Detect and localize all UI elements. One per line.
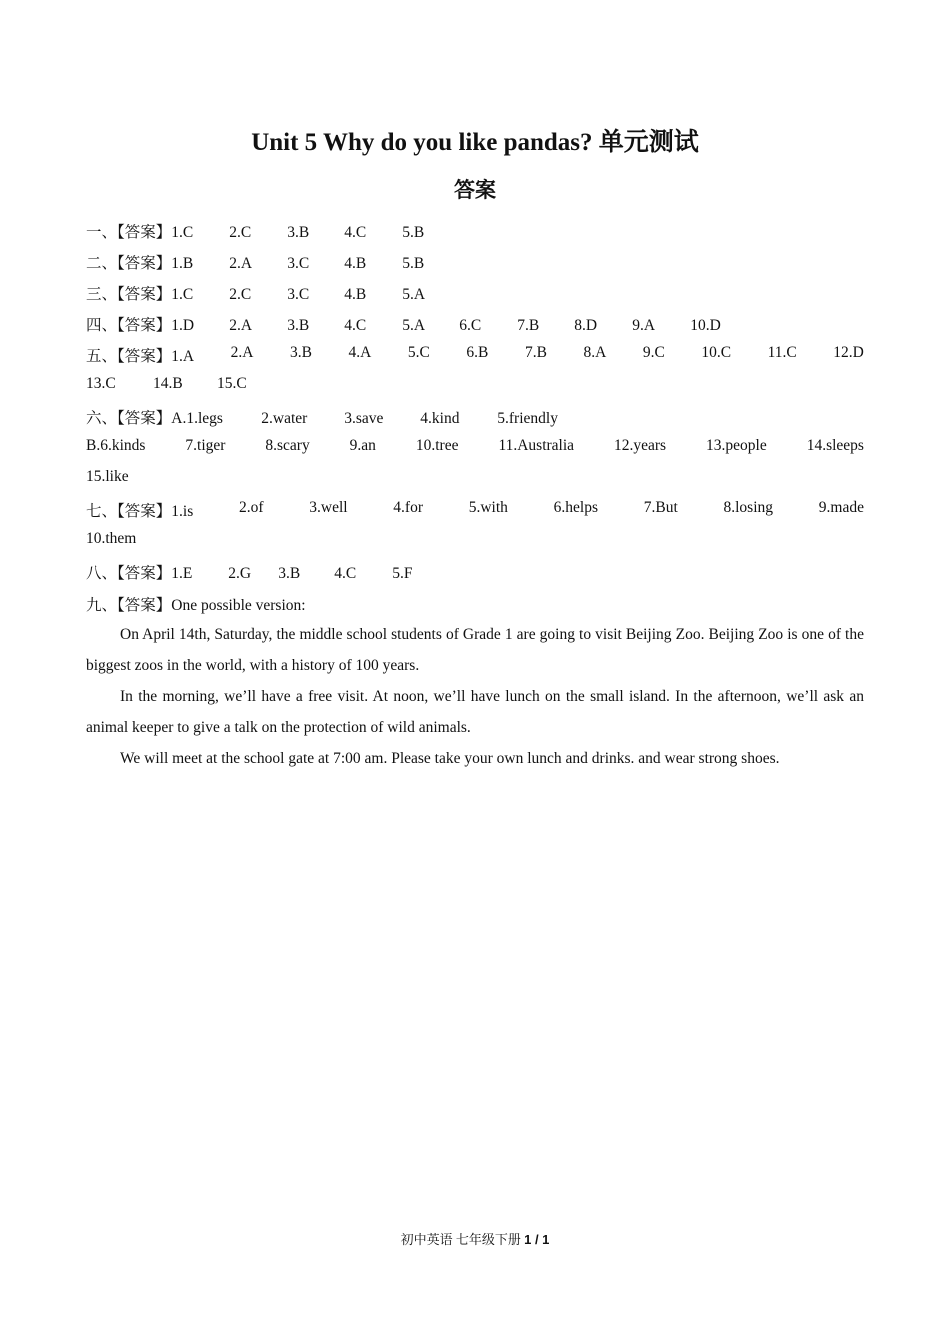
answer: 11.C bbox=[767, 344, 797, 361]
answer: 2.A bbox=[229, 317, 253, 334]
answer: A.1.legs bbox=[171, 410, 223, 427]
answer-section-9 bbox=[86, 593, 864, 615]
answer-section-5-continued bbox=[86, 375, 864, 393]
answer: 2.A bbox=[229, 255, 253, 272]
section-label: 三、【答案】 bbox=[86, 286, 172, 303]
answer-section-6-line3 bbox=[86, 468, 864, 486]
answer: 5.F bbox=[392, 565, 413, 582]
answer-section-1 bbox=[86, 220, 864, 242]
answer: B.6.kinds bbox=[86, 437, 146, 454]
answer: 8.scary bbox=[265, 437, 310, 454]
answer: 4.C bbox=[344, 317, 367, 334]
answer: 5.B bbox=[402, 224, 425, 241]
answer: 1.C bbox=[171, 224, 194, 241]
answer: 7.B bbox=[517, 317, 540, 334]
answer: 1.C bbox=[171, 286, 194, 303]
answer: 5.C bbox=[407, 344, 430, 361]
essay-paragraph-2: In the morning, we’ll have a free visit. At noon, we’ll have lunch on the small island. In the afternoon, we’ll ask an animal keeper to give a talk on the protection of wild animals. bbox=[86, 688, 864, 736]
answer: 14.sleeps bbox=[806, 437, 864, 454]
answer: 15.C bbox=[217, 375, 247, 392]
answer: 3.B bbox=[278, 565, 301, 582]
answer: 7.But bbox=[643, 499, 678, 516]
section-label: 六、【答案】 bbox=[86, 410, 172, 427]
answer: 3.C bbox=[287, 255, 310, 272]
essay-paragraph-3: We will meet at the school gate at 7:00 am. Please take your own lunch and drinks. and wear strong shoes. bbox=[120, 750, 780, 767]
answer: 10.D bbox=[690, 317, 721, 334]
answer-section-5 bbox=[86, 344, 864, 366]
answer: 3.B bbox=[287, 224, 310, 241]
answer: 1.is bbox=[171, 503, 194, 520]
answer: 4.for bbox=[393, 499, 423, 516]
answer: 3.well bbox=[309, 499, 348, 516]
essay-paragraph-1: On April 14th, Saturday, the middle school students of Grade 1 are going to visit Beijing Zoo. Beijing Zoo is one of the biggest zoos in the world, with a history of 100 years. bbox=[86, 626, 864, 674]
answer: 2.water bbox=[261, 410, 308, 427]
answer-section-6-line2 bbox=[86, 437, 864, 455]
answer: 5.with bbox=[468, 499, 508, 516]
answer: 1.A bbox=[171, 348, 195, 365]
answer: 4.kind bbox=[420, 410, 460, 427]
answer: 7.tiger bbox=[185, 437, 226, 454]
answer: 13.C bbox=[86, 375, 116, 392]
answer: 2.C bbox=[229, 286, 252, 303]
footer-text: 初中英语 七年级下册 bbox=[400, 1232, 521, 1247]
answer: 2.A bbox=[230, 344, 254, 361]
answer-section-2 bbox=[86, 251, 864, 273]
answer: 4.C bbox=[334, 565, 357, 582]
answer: 12.years bbox=[614, 437, 667, 454]
answer: 5.friendly bbox=[497, 410, 558, 427]
section-label: 四、【答案】 bbox=[86, 317, 172, 334]
answer-section-7 bbox=[86, 499, 864, 521]
answer: 9.an bbox=[349, 437, 376, 454]
answer: 6.helps bbox=[553, 499, 598, 516]
answer: 5.A bbox=[402, 317, 426, 334]
answer: 4.B bbox=[344, 286, 367, 303]
answer: 1.B bbox=[171, 255, 194, 272]
answer-section-6 bbox=[86, 406, 864, 428]
answer: 9.A bbox=[632, 317, 656, 334]
answer: 7.B bbox=[524, 344, 547, 361]
answer: 2.C bbox=[229, 224, 252, 241]
answer-section-8 bbox=[86, 561, 864, 583]
answer: 8.A bbox=[583, 344, 607, 361]
answer: 12.D bbox=[833, 344, 864, 361]
answer: 3.B bbox=[290, 344, 312, 361]
section-label: 九、【答案】 bbox=[86, 597, 172, 614]
answer: 2.of bbox=[238, 499, 264, 516]
page-footer bbox=[0, 1229, 950, 1248]
answer: 13.people bbox=[706, 437, 767, 454]
answer: 6.C bbox=[459, 317, 482, 334]
page-number: 1 / 1 bbox=[524, 1232, 550, 1247]
answer-section-4 bbox=[86, 313, 864, 335]
answer-section-3 bbox=[86, 282, 864, 304]
essay-intro: One possible version: bbox=[171, 597, 306, 614]
answer: 3.B bbox=[287, 317, 310, 334]
answer: 6.B bbox=[466, 344, 489, 361]
answer: 14.B bbox=[153, 375, 183, 392]
page-subtitle: 答案 bbox=[454, 178, 496, 202]
answer: 15.like bbox=[86, 468, 129, 485]
answer: 9.made bbox=[818, 499, 864, 516]
answer: 4.B bbox=[344, 255, 367, 272]
section-label: 一、【答案】 bbox=[86, 224, 172, 241]
answer: 9.C bbox=[642, 344, 665, 361]
answer: 5.A bbox=[402, 286, 426, 303]
answer: 5.B bbox=[402, 255, 425, 272]
answer: 4.C bbox=[344, 224, 367, 241]
page-title: Unit 5 Why do you like pandas? 单元测试 bbox=[251, 129, 699, 156]
answer: 3.C bbox=[287, 286, 310, 303]
answer-section-7-continued bbox=[86, 530, 864, 548]
answer: 3.save bbox=[344, 410, 384, 427]
answer: 11.Australia bbox=[498, 437, 575, 454]
section-label: 八、【答案】 bbox=[86, 565, 172, 582]
section-label: 五、【答案】 bbox=[86, 348, 172, 365]
answer: 1.D bbox=[171, 317, 195, 334]
section-label: 七、【答案】 bbox=[86, 503, 172, 520]
answer: 10.C bbox=[701, 344, 732, 361]
section-label: 二、【答案】 bbox=[86, 255, 172, 272]
answer: 10.them bbox=[86, 530, 137, 547]
answer: 2.G bbox=[228, 565, 252, 582]
answer: 1.E bbox=[171, 565, 193, 582]
answer: 8.losing bbox=[723, 499, 774, 516]
answer: 8.D bbox=[574, 317, 598, 334]
answer: 10.tree bbox=[415, 437, 459, 454]
answer: 4.A bbox=[348, 344, 372, 361]
